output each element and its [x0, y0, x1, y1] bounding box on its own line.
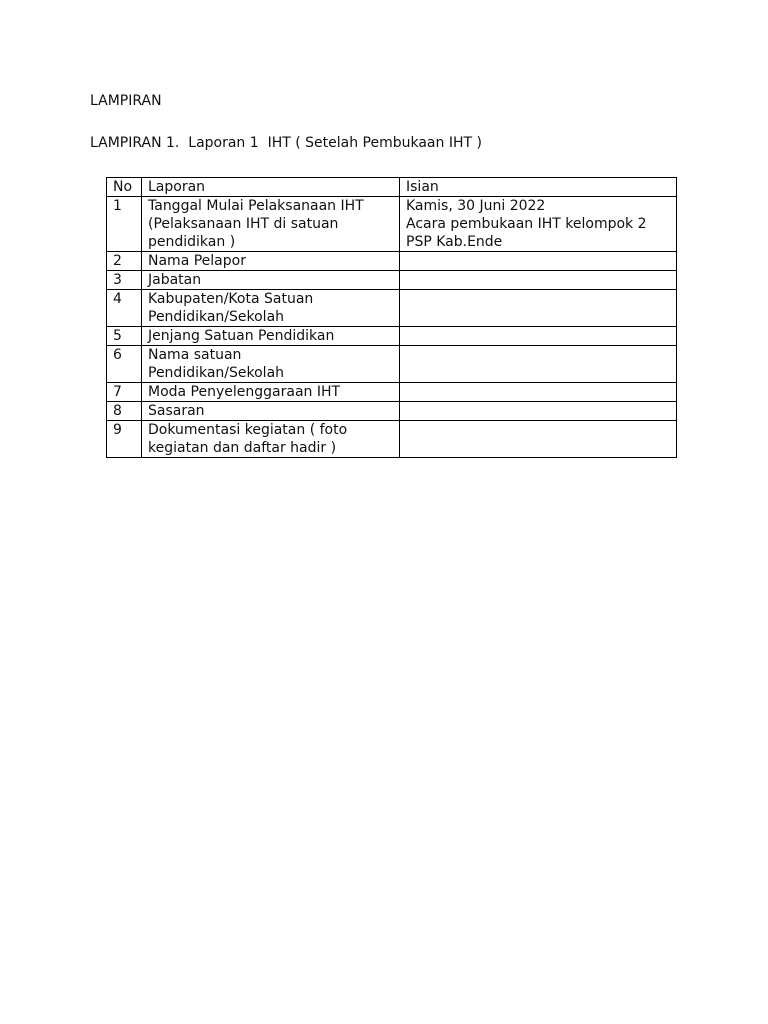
section-title: LAMPIRAN 1. Laporan 1 IHT ( Setelah Pembukaan IHT )	[90, 135, 482, 151]
laporan-line: Tanggal Mulai Pelaksanaan IHT	[148, 198, 364, 214]
row-laporan	[142, 271, 400, 290]
row-isian	[400, 421, 677, 458]
table-row	[107, 346, 677, 383]
laporan-line: (Pelaksanaan IHT di satuan	[148, 216, 339, 232]
table-header-row	[107, 178, 677, 197]
row-isian	[400, 327, 677, 346]
header-no: No	[107, 178, 142, 197]
laporan-line: pendidikan )	[148, 234, 236, 250]
laporan-line: Kabupaten/Kota Satuan	[148, 291, 314, 307]
laporan-line: Pendidikan/Sekolah	[148, 365, 285, 381]
row-number: 9	[107, 421, 142, 458]
laporan-line: Sasaran	[148, 403, 205, 419]
row-laporan	[142, 197, 400, 252]
row-isian	[400, 252, 677, 271]
laporan-line: Dokumentasi kegiatan ( foto	[148, 422, 348, 438]
row-laporan	[142, 327, 400, 346]
row-isian	[400, 383, 677, 402]
laporan-line: kegiatan dan daftar hadir )	[148, 440, 337, 456]
isian-line: Acara pembukaan IHT kelompok 2	[406, 216, 647, 232]
table-row	[107, 271, 677, 290]
row-isian	[400, 271, 677, 290]
row-number: 1	[107, 197, 142, 252]
header-isian: Isian	[400, 178, 677, 197]
row-isian	[400, 346, 677, 383]
table-row	[107, 383, 677, 402]
row-number: 5	[107, 327, 142, 346]
laporan-line: Moda Penyelenggaraan IHT	[148, 384, 341, 400]
report-table	[106, 177, 677, 458]
table-row	[107, 327, 677, 346]
row-number: 6	[107, 346, 142, 383]
row-laporan	[142, 402, 400, 421]
laporan-line: Nama satuan	[148, 347, 242, 363]
row-number: 4	[107, 290, 142, 327]
table-row	[107, 252, 677, 271]
row-laporan	[142, 383, 400, 402]
laporan-line: Pendidikan/Sekolah	[148, 309, 285, 325]
row-number: 7	[107, 383, 142, 402]
table-row	[107, 197, 677, 252]
row-isian	[400, 402, 677, 421]
header-laporan: Laporan	[142, 178, 400, 197]
laporan-line: Nama Pelapor	[148, 253, 246, 269]
table-row	[107, 290, 677, 327]
row-number: 3	[107, 271, 142, 290]
laporan-line: Jabatan	[148, 272, 202, 288]
row-laporan	[142, 346, 400, 383]
laporan-line: Jenjang Satuan Pendidikan	[148, 328, 335, 344]
page-heading: LAMPIRAN	[90, 93, 162, 109]
row-number: 2	[107, 252, 142, 271]
isian-line: Kamis, 30 Juni 2022	[406, 198, 546, 214]
row-isian	[400, 197, 677, 252]
row-laporan	[142, 252, 400, 271]
isian-line: PSP Kab.Ende	[406, 234, 503, 250]
row-laporan	[142, 290, 400, 327]
table-row	[107, 421, 677, 458]
row-laporan	[142, 421, 400, 458]
row-number: 8	[107, 402, 142, 421]
table-row	[107, 402, 677, 421]
row-isian	[400, 290, 677, 327]
